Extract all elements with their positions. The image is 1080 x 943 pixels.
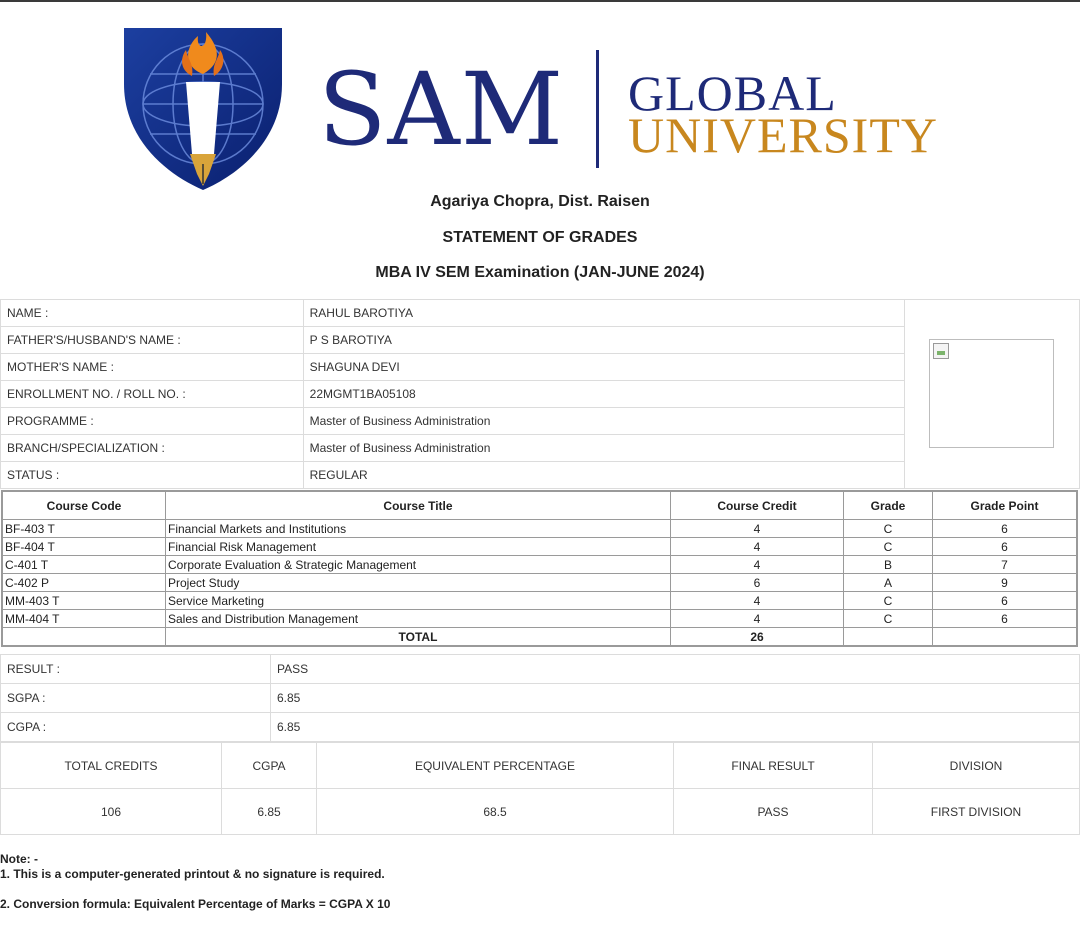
course-grade-point: 6 xyxy=(933,520,1078,538)
courses-table xyxy=(1,490,1078,647)
info-value: Master of Business Administration xyxy=(303,435,905,462)
course-title: Corporate Evaluation & Strategic Management xyxy=(166,556,671,574)
student-photo xyxy=(929,339,1054,448)
summary-header-equivalent-percentage: EQUIVALENT PERCENTAGE xyxy=(317,743,674,789)
course-grade-point: 6 xyxy=(933,592,1078,610)
course-title: Project Study xyxy=(166,574,671,592)
course-credit: 6 xyxy=(671,574,844,592)
course-row xyxy=(2,574,1077,592)
summary-header-row xyxy=(1,743,1080,789)
info-label: FATHER'S/HUSBAND'S NAME : xyxy=(1,327,304,354)
summary-final-result: PASS xyxy=(674,789,873,835)
total-label: TOTAL xyxy=(166,628,671,647)
result-row xyxy=(1,655,1080,684)
course-grade-point: 9 xyxy=(933,574,1078,592)
course-code: MM-404 T xyxy=(2,610,166,628)
university-header xyxy=(0,20,1080,195)
course-credit: 4 xyxy=(671,520,844,538)
info-value: P S BAROTIYA xyxy=(303,327,905,354)
course-credit: 4 xyxy=(671,556,844,574)
info-label: MOTHER'S NAME : xyxy=(1,354,304,381)
info-row xyxy=(1,300,1080,327)
result-row xyxy=(1,684,1080,713)
summary-header-final-result: FINAL RESULT xyxy=(674,743,873,789)
result-label: CGPA : xyxy=(1,713,271,742)
brand-global: GLOBAL xyxy=(628,65,837,121)
result-value: PASS xyxy=(271,655,1080,684)
courses-header-row xyxy=(2,491,1077,520)
university-crest-logo xyxy=(120,24,286,194)
info-label: PROGRAMME : xyxy=(1,408,304,435)
course-code: C-402 P xyxy=(2,574,166,592)
col-grade: Grade xyxy=(844,491,933,520)
statement-title: STATEMENT OF GRADES xyxy=(442,229,638,246)
total-empty-cell xyxy=(933,628,1078,647)
course-credit: 4 xyxy=(671,538,844,556)
courses-total-row xyxy=(2,628,1077,647)
brand-sam: SAM xyxy=(318,51,565,168)
note-item: 1. This is a computer-generated printout & no signature is required. xyxy=(0,867,385,881)
course-row xyxy=(2,592,1077,610)
total-empty-cell xyxy=(2,628,166,647)
course-row xyxy=(2,538,1077,556)
info-value: Master of Business Administration xyxy=(303,408,905,435)
brand-university: UNIVERSITY xyxy=(628,107,938,163)
summary-division: FIRST DIVISION xyxy=(873,789,1080,835)
col-grade-point: Grade Point xyxy=(933,491,1078,520)
info-label: ENROLLMENT NO. / ROLL NO. : xyxy=(1,381,304,408)
info-label: BRANCH/SPECIALIZATION : xyxy=(1,435,304,462)
course-code: MM-403 T xyxy=(2,592,166,610)
student-info-table xyxy=(0,299,1080,489)
course-grade-point: 7 xyxy=(933,556,1078,574)
course-grade-point: 6 xyxy=(933,538,1078,556)
summary-value-row xyxy=(1,789,1080,835)
course-grade: C xyxy=(844,592,933,610)
summary-header-division: DIVISION xyxy=(873,743,1080,789)
course-row xyxy=(2,520,1077,538)
course-credit: 4 xyxy=(671,592,844,610)
summary-cgpa: 6.85 xyxy=(222,789,317,835)
course-code: C-401 T xyxy=(2,556,166,574)
result-table xyxy=(0,654,1080,742)
total-credit: 26 xyxy=(671,628,844,647)
course-grade: C xyxy=(844,520,933,538)
course-grade: C xyxy=(844,610,933,628)
note-item: 2. Conversion formula: Equivalent Percentage of Marks = CGPA X 10 xyxy=(0,897,391,911)
col-course-title: Course Title xyxy=(166,491,671,520)
course-code: BF-403 T xyxy=(2,520,166,538)
course-title: Financial Markets and Institutions xyxy=(166,520,671,538)
result-row xyxy=(1,713,1080,742)
summary-header-cgpa: CGPA xyxy=(222,743,317,789)
info-value: RAHUL BAROTIYA xyxy=(303,300,905,327)
info-value: SHAGUNA DEVI xyxy=(303,354,905,381)
result-value: 6.85 xyxy=(271,713,1080,742)
notes-title: Note: - xyxy=(0,852,38,866)
top-border xyxy=(0,0,1080,2)
result-label: SGPA : xyxy=(1,684,271,713)
summary-equivalent-percentage: 68.5 xyxy=(317,789,674,835)
exam-title: MBA IV SEM Examination (JAN-JUNE 2024) xyxy=(375,264,705,281)
course-grade-point: 6 xyxy=(933,610,1078,628)
result-label: RESULT : xyxy=(1,655,271,684)
course-credit: 4 xyxy=(671,610,844,628)
course-grade: A xyxy=(844,574,933,592)
info-value: REGULAR xyxy=(303,462,905,489)
course-title: Financial Risk Management xyxy=(166,538,671,556)
result-value: 6.85 xyxy=(271,684,1080,713)
summary-total-credits: 106 xyxy=(1,789,222,835)
course-grade: B xyxy=(844,556,933,574)
course-title: Service Marketing xyxy=(166,592,671,610)
col-course-credit: Course Credit xyxy=(671,491,844,520)
summary-table xyxy=(0,742,1080,835)
col-course-code: Course Code xyxy=(2,491,166,520)
course-row xyxy=(2,610,1077,628)
broken-image-icon xyxy=(933,343,949,359)
course-row xyxy=(2,556,1077,574)
total-empty-cell xyxy=(844,628,933,647)
photo-cell xyxy=(905,300,1080,489)
course-title: Sales and Distribution Management xyxy=(166,610,671,628)
course-code: BF-404 T xyxy=(2,538,166,556)
brand-divider xyxy=(596,50,599,168)
info-value: 22MGMT1BA05108 xyxy=(303,381,905,408)
info-label: STATUS : xyxy=(1,462,304,489)
summary-header-total-credits: TOTAL CREDITS xyxy=(1,743,222,789)
address: Agariya Chopra, Dist. Raisen xyxy=(430,193,650,210)
info-label: NAME : xyxy=(1,300,304,327)
course-grade: C xyxy=(844,538,933,556)
